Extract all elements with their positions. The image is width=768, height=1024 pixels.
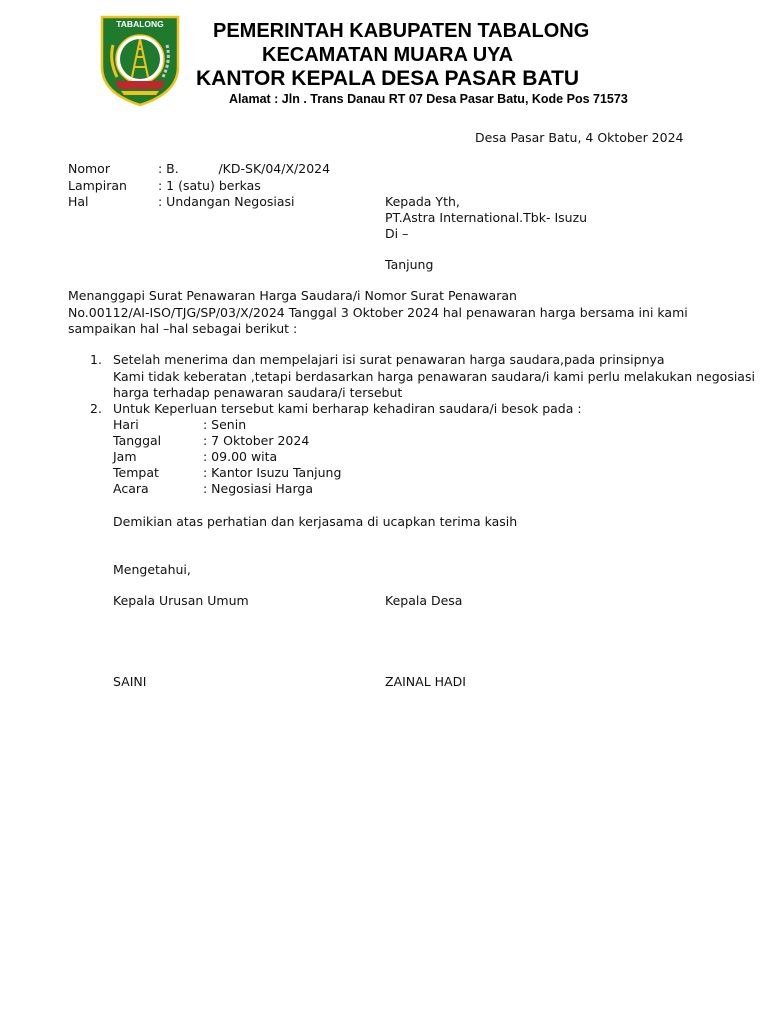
schedule-value-acara: : Negosiasi Harga [203,481,313,496]
recipient-line-1: Kepada Yth, [385,194,460,209]
recipient-line-3: Di – [385,226,409,241]
closing-text: Demikian atas perhatian dan kerjasama di ucapkan terima kasih [113,514,518,529]
logo-text: TABALONG [116,19,164,29]
item-1-line-2: Kami tidak keberatan ,tetapi berdasarkan harga penawaran saudara/i kami perlu melakukan negosiasi [113,369,755,384]
item-2-number: 2. [90,401,102,416]
header-line-1: PEMERINTAH KABUPATEN TABALONG [213,20,590,42]
recipient-line-2: PT.Astra International.Tbk- Isuzu [385,210,588,225]
header-address: Alamat : Jln . Trans Danau RT 07 Desa Pasar Batu, Kode Pos 71573 [229,92,628,106]
intro-line-2: No.00112/AI-ISO/TJG/SP/03/X/2024 Tanggal 3 Oktober 2024 hal penawaran harga bersama ini kami [68,305,688,320]
nomor-value: : B. /KD-SK/04/X/2024 [158,161,331,176]
regency-logo [99,15,181,107]
schedule-value-tempat: : Kantor Isuzu Tanjung [203,465,342,480]
nomor-label: Nomor [68,161,110,176]
date-line: Desa Pasar Batu, 4 Oktober 2024 [475,130,684,145]
signature-left-title: Kepala Urusan Umum [113,593,249,608]
schedule-label-tanggal: Tanggal [113,433,162,448]
schedule-label-hari: Hari [113,417,139,432]
item-1-line-1: Setelah menerima dan mempelajari isi surat penawaran harga saudara,pada prinsipnya [113,352,665,367]
item-1-number: 1. [90,352,102,367]
signature-left-name: SAINI [113,674,147,689]
lampiran-label: Lampiran [68,178,127,193]
item-2-line-1: Untuk Keperluan tersebut kami berharap kehadiran saudara/i besok pada : [113,401,582,416]
mengetahui-text: Mengetahui, [113,562,191,577]
schedule-value-jam: : 09.00 wita [203,449,278,464]
item-1-line-3: harga terhadap penawaran saudara/i tersebut [113,385,403,400]
schedule-value-tanggal: : 7 Oktober 2024 [203,433,310,448]
hal-value: : Undangan Negosiasi [158,194,295,209]
schedule-label-jam: Jam [113,449,137,464]
recipient-line-4: Tanjung [385,257,434,272]
schedule-value-hari: : Senin [203,417,247,432]
schedule-label-acara: Acara [113,481,149,496]
intro-line-3: sampaikan hal –hal sebagai berikut : [68,321,298,336]
header-line-2: KECAMATAN MUARA UYA [262,44,514,66]
signature-right-title: Kepala Desa [385,593,463,608]
intro-line-1: Menanggapi Surat Penawaran Harga Saudara/i Nomor Surat Penawaran [68,288,517,303]
lampiran-value: : 1 (satu) berkas [158,178,261,193]
schedule-label-tempat: Tempat [113,465,159,480]
hal-label: Hal [68,194,89,209]
signature-right-name: ZAINAL HADI [385,674,466,689]
header-line-3: KANTOR KEPALA DESA PASAR BATU [196,67,580,90]
